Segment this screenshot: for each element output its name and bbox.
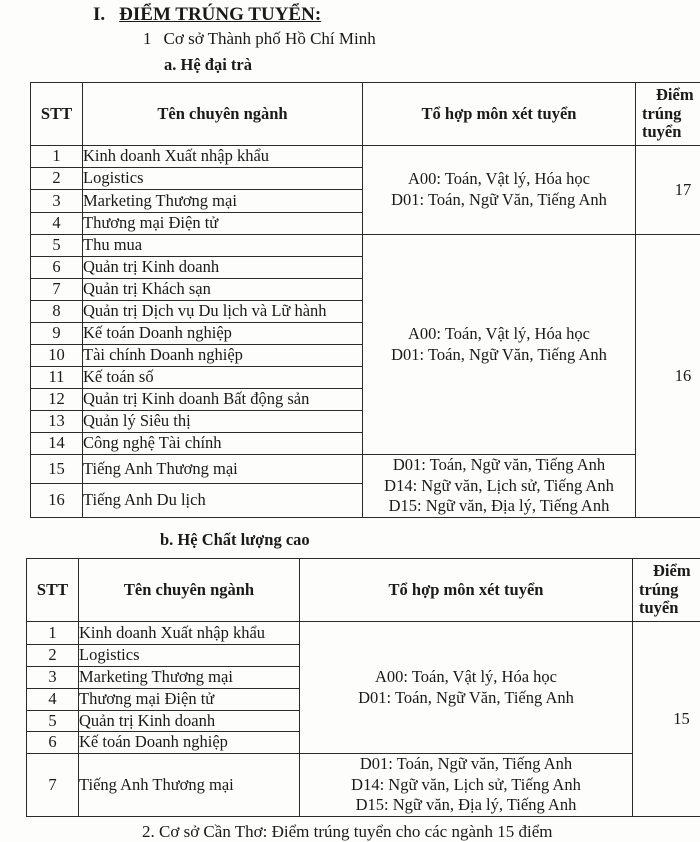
cell-major: Thương mại Điện tử bbox=[79, 689, 300, 711]
cell-major: Tiếng Anh Du lịch bbox=[83, 484, 363, 517]
cell-major: Tiếng Anh Thương mại bbox=[83, 455, 363, 484]
cell-stt: 3 bbox=[27, 667, 79, 689]
cell-major: Quản trị Kinh doanh Bất động sản bbox=[83, 389, 363, 411]
cell-major: Kế toán Doanh nghiệp bbox=[83, 323, 363, 345]
table-high-quality-program bbox=[26, 558, 700, 817]
cell-score: 16 bbox=[636, 235, 700, 518]
cell-combo bbox=[300, 622, 633, 754]
cell-stt: 6 bbox=[27, 732, 79, 754]
combo-line: A00: Toán, Vật lý, Hóa học bbox=[375, 666, 557, 686]
table-header-row bbox=[27, 559, 700, 622]
cell-stt: 1 bbox=[27, 622, 79, 645]
combo-line: D14: Ngữ văn, Lịch sử, Tiếng Anh bbox=[384, 475, 614, 495]
cell-stt: 8 bbox=[31, 301, 83, 323]
cell-major: Kế toán Doanh nghiệp bbox=[79, 732, 300, 754]
cell-combo bbox=[363, 146, 636, 235]
combo-line: D01: Toán, Ngữ Văn, Tiếng Anh bbox=[391, 344, 607, 364]
table-row bbox=[27, 754, 700, 817]
combo-line: D14: Ngữ văn, Lịch sử, Tiếng Anh bbox=[351, 774, 581, 794]
cell-stt: 4 bbox=[31, 213, 83, 235]
cell-stt: 9 bbox=[31, 323, 83, 345]
cell-major: Quản trị Khách sạn bbox=[83, 279, 363, 301]
header-score-line1: Điểm bbox=[653, 560, 691, 580]
header-score-line3: tuyển bbox=[639, 598, 679, 618]
header-score bbox=[636, 83, 700, 146]
cell-major: Thu mua bbox=[83, 235, 363, 257]
cell-stt: 6 bbox=[31, 257, 83, 279]
cell-stt: 2 bbox=[27, 645, 79, 667]
cell-major: Marketing Thương mại bbox=[79, 667, 300, 689]
cell-major: Quản trị Dịch vụ Du lịch và Lữ hành bbox=[83, 301, 363, 323]
cell-major: Logistics bbox=[79, 645, 300, 667]
cell-major: Quản lý Siêu thị bbox=[83, 411, 363, 433]
combo-line: D15: Ngữ văn, Địa lý, Tiếng Anh bbox=[388, 496, 610, 516]
cell-major: Thương mại Điện tử bbox=[83, 213, 363, 235]
combo-line: A00: Toán, Vật lý, Hóa học bbox=[408, 323, 590, 343]
cell-stt: 7 bbox=[31, 279, 83, 301]
cell-major: Quản trị Kinh doanh bbox=[83, 257, 363, 279]
section-number: I. bbox=[93, 4, 106, 25]
cell-stt: 2 bbox=[31, 168, 83, 190]
cell-combo bbox=[300, 754, 633, 817]
campus-number: 1 bbox=[143, 29, 152, 48]
combo-line: A00: Toán, Vật lý, Hóa học bbox=[408, 169, 590, 189]
cell-stt: 5 bbox=[27, 711, 79, 732]
cell-stt: 7 bbox=[27, 754, 79, 817]
section-title: ĐIỂM TRÚNG TUYỂN: bbox=[119, 4, 322, 25]
cell-stt: 5 bbox=[31, 235, 83, 257]
subsection-a-title: a. Hệ đại trà bbox=[164, 55, 252, 74]
cell-major: Logistics bbox=[83, 168, 363, 190]
table-header-row bbox=[31, 83, 700, 146]
header-score-line1: Điểm bbox=[656, 84, 694, 104]
section-heading bbox=[93, 4, 321, 26]
cell-stt: 3 bbox=[31, 190, 83, 213]
table-row bbox=[31, 455, 700, 484]
cell-stt: 15 bbox=[31, 455, 83, 484]
cell-stt: 11 bbox=[31, 367, 83, 389]
cell-major: Marketing Thương mại bbox=[83, 190, 363, 213]
cell-score: 17 bbox=[636, 146, 700, 235]
cell-major: Kinh doanh Xuất nhập khẩu bbox=[79, 622, 300, 645]
cell-stt: 12 bbox=[31, 389, 83, 411]
combo-line: D01: Toán, Ngữ Văn, Tiếng Anh bbox=[358, 687, 574, 707]
cell-major: Kinh doanh Xuất nhập khẩu bbox=[83, 146, 363, 168]
combo-line: D01: Toán, Ngữ Văn, Tiếng Anh bbox=[391, 190, 607, 209]
combo-line: D01: Toán, Ngữ văn, Tiếng Anh bbox=[359, 754, 573, 773]
cell-major: Quản trị Kinh doanh bbox=[79, 711, 300, 732]
header-score bbox=[633, 559, 700, 622]
header-score-line2: trúng bbox=[642, 103, 682, 123]
header-stt: STT bbox=[27, 559, 79, 622]
combo-line: D15: Ngữ văn, Địa lý, Tiếng Anh bbox=[355, 795, 577, 815]
cell-stt: 14 bbox=[31, 433, 83, 455]
header-combo: Tổ hợp môn xét tuyển bbox=[300, 559, 633, 622]
cell-major: Công nghệ Tài chính bbox=[83, 433, 363, 455]
table-regular-program bbox=[30, 82, 700, 518]
table-row bbox=[27, 622, 700, 645]
header-major: Tên chuyên ngành bbox=[83, 83, 363, 146]
subsection-b-title: b. Hệ Chất lượng cao bbox=[160, 530, 310, 549]
cell-combo bbox=[363, 455, 636, 518]
cell-major: Tiếng Anh Thương mại bbox=[79, 754, 300, 817]
cell-stt: 16 bbox=[31, 484, 83, 517]
table-row bbox=[31, 146, 700, 168]
header-score-line2: trúng bbox=[639, 579, 679, 599]
cell-major: Kế toán số bbox=[83, 367, 363, 389]
footer-note: 2. Cơ sở Cần Thơ: Điểm trúng tuyển cho các ngành 15 điểm bbox=[142, 822, 553, 841]
cell-combo bbox=[363, 235, 636, 455]
cell-stt: 13 bbox=[31, 411, 83, 433]
cell-stt: 4 bbox=[27, 689, 79, 711]
cell-stt: 10 bbox=[31, 345, 83, 367]
campus-heading bbox=[143, 29, 376, 49]
combo-line: D01: Toán, Ngữ văn, Tiếng Anh bbox=[392, 455, 606, 474]
header-combo: Tổ hợp môn xét tuyển bbox=[363, 83, 636, 146]
campus-title: Cơ sở Thành phố Hồ Chí Minh bbox=[163, 29, 376, 48]
header-stt: STT bbox=[31, 83, 83, 146]
header-score-line3: tuyển bbox=[642, 122, 682, 142]
cell-stt: 1 bbox=[31, 146, 83, 168]
table-row bbox=[31, 235, 700, 257]
header-major: Tên chuyên ngành bbox=[79, 559, 300, 622]
cell-score: 15 bbox=[633, 622, 700, 817]
cell-major: Tài chính Doanh nghiệp bbox=[83, 345, 363, 367]
